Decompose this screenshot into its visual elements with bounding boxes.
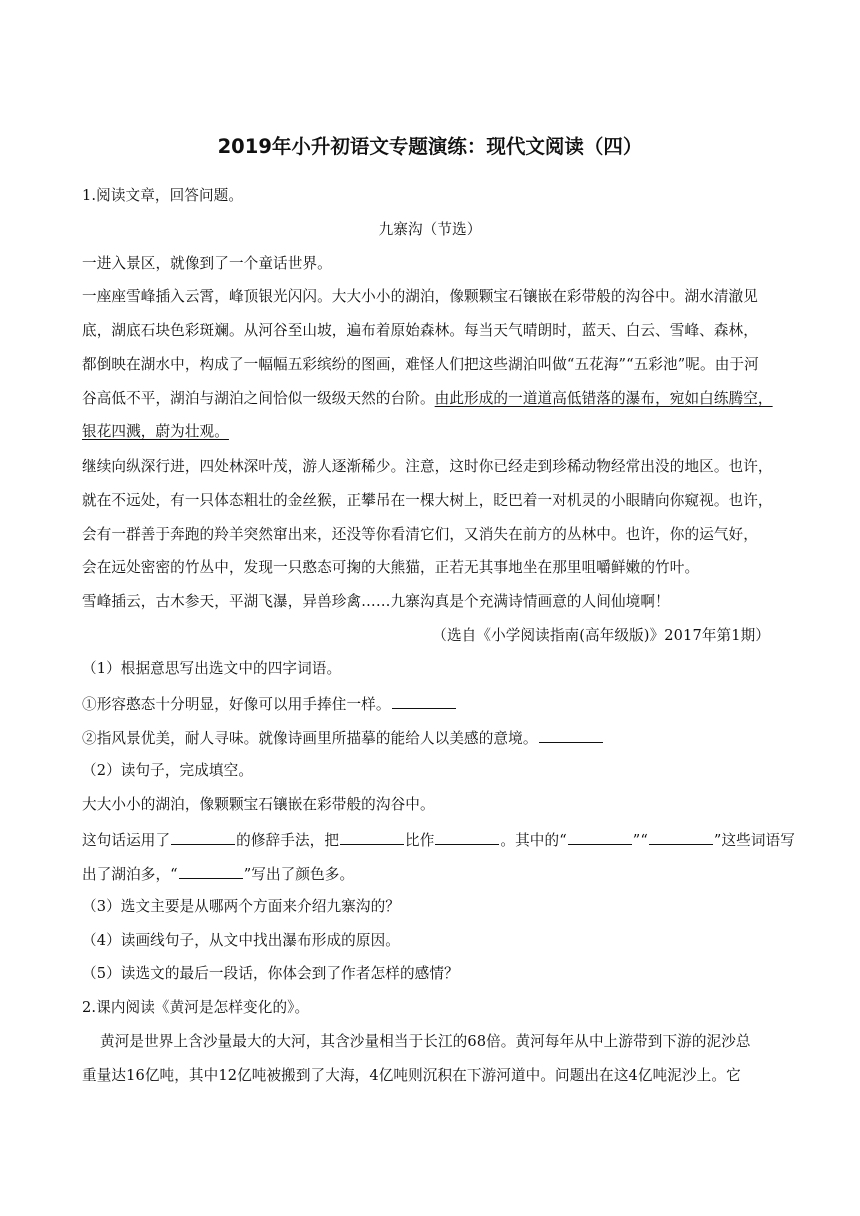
sub-question-1-item-a xyxy=(82,693,457,715)
answer-blank[interactable] xyxy=(340,829,404,845)
fill-text: 比作 xyxy=(405,832,435,849)
answer-blank[interactable] xyxy=(539,727,603,743)
fill-text: ”写出了颜色多。 xyxy=(243,866,355,883)
answer-blank[interactable] xyxy=(171,829,235,845)
passage-paragraph-3-line: 会在远处密密的竹丛中，发现一只憨态可掬的大熊猫，正若无其事地坐在那里咀嚼鲜嫩的竹叶。 xyxy=(82,559,700,576)
passage-paragraph-2-line: 都倒映在湖水中，构成了一幅幅五彩缤纷的图画，难怪人们把这些湖泊叫做“五花海”“五彩池”呢。由于河 xyxy=(82,356,759,373)
sub-question-2-fill-line xyxy=(82,829,795,851)
fill-text: ”这些词语写 xyxy=(713,832,795,849)
item-text: ②指风景优美，耐人寻味。就像诗画里所描摹的能给人以美感的意境。 xyxy=(82,730,538,747)
passage-paragraph-2-line xyxy=(82,422,229,442)
underlined-sentence: 由此形成的一道道高低错落的瀑布，宛如白练腾空， xyxy=(434,390,773,407)
passage-paragraph-2-line xyxy=(82,389,773,409)
passage-paragraph-1: 一进入景区，就像到了一个童话世界。 xyxy=(82,255,332,272)
passage-title: 九寨沟（节选） xyxy=(378,221,482,238)
passage-paragraph-4: 雪峰插云，古木参天，平湖飞瀑，异兽珍禽……九寨沟真是个充满诗情画意的人间仙境啊！ xyxy=(82,593,670,610)
passage-paragraph-2-line: 底，湖底石块色彩斑斓。从河谷至山坡，遍布着原始森林。每当天气晴朗时，蓝天、白云、雪峰、森林， xyxy=(82,322,758,339)
page-title: 2019年小升初语文专题演练：现代文阅读（四） xyxy=(217,135,643,158)
sub-question-5: （5）读选文的最后一段话，你体会到了作者怎样的感情？ xyxy=(82,965,459,982)
passage-paragraph-2-line: 一座座雪峰插入云霄，峰顶银光闪闪。大大小小的湖泊，像颗颗宝石镶嵌在彩带般的沟谷中。湖水清澈见 xyxy=(82,288,758,305)
fill-text: 这句话运用了 xyxy=(82,832,171,849)
fill-text: ”“ xyxy=(632,832,648,849)
sub-question-2-fill-line xyxy=(82,863,354,885)
answer-blank[interactable] xyxy=(568,829,632,845)
answer-blank[interactable] xyxy=(435,829,499,845)
question-2-passage-line: 重量达16亿吨，其中12亿吨被搬到了大海，4亿吨则沉积在下游河道中。问题出在这4亿吨泥沙上。它 xyxy=(82,1067,741,1084)
sub-question-1: （1）根据意思写出选文中的四字词语。 xyxy=(82,660,342,677)
passage-paragraph-3-line: 会有一群善于奔跑的羚羊突然窜出来，还没等你看清它们，又消失在前方的丛林中。也许，你的运气好， xyxy=(82,526,758,543)
answer-blank[interactable] xyxy=(179,863,243,879)
question-1-intro: 1.阅读文章，回答问题。 xyxy=(82,187,244,204)
fill-text: 。其中的“ xyxy=(500,832,567,849)
sub-question-4: （4）读画线句子，从文中找出瀑布形成的原因。 xyxy=(82,932,400,949)
sub-question-1-item-b xyxy=(82,727,604,749)
answer-blank[interactable] xyxy=(649,829,713,845)
passage-text: 谷高低不平，湖泊与湖泊之间恰似一级级天然的台阶。 xyxy=(82,390,435,407)
passage-source: （选自《小学阅读指南(高年级版)》2017年第1期） xyxy=(432,627,770,644)
item-text: ①形容憨态十分明显，好像可以用手捧住一样。 xyxy=(82,696,391,713)
fill-text: 出了湖泊多，“ xyxy=(82,866,178,883)
fill-text: 的修辞手法，把 xyxy=(236,832,340,849)
sub-question-2: （2）读句子，完成填空。 xyxy=(82,762,254,779)
sub-question-3: （3）选文主要是从哪两个方面来介绍九寨沟的？ xyxy=(82,898,400,915)
underlined-sentence: 银花四溅，蔚为壮观。 xyxy=(82,423,229,440)
question-2-intro: 2.课内阅读《黄河是怎样变化的》。 xyxy=(82,999,310,1016)
question-2-passage-line: 黄河是世界上含沙量最大的大河，其含沙量相当于长江的68倍。黄河每年从中上游带到下游的泥沙总 xyxy=(100,1033,751,1050)
answer-blank[interactable] xyxy=(392,693,456,709)
passage-paragraph-3-line: 就在不远处，有一只体态粗壮的金丝猴，正攀吊在一棵大树上，眨巴着一对机灵的小眼睛向你窥视。也许， xyxy=(82,492,773,509)
passage-paragraph-3-line: 继续向纵深行进，四处林深叶茂，游人逐渐稀少。注意，这时你已经走到珍稀动物经常出没的地区。也许， xyxy=(82,458,773,475)
sub-question-2-sentence: 大大小小的湖泊，像颗颗宝石镶嵌在彩带般的沟谷中。 xyxy=(82,796,435,813)
